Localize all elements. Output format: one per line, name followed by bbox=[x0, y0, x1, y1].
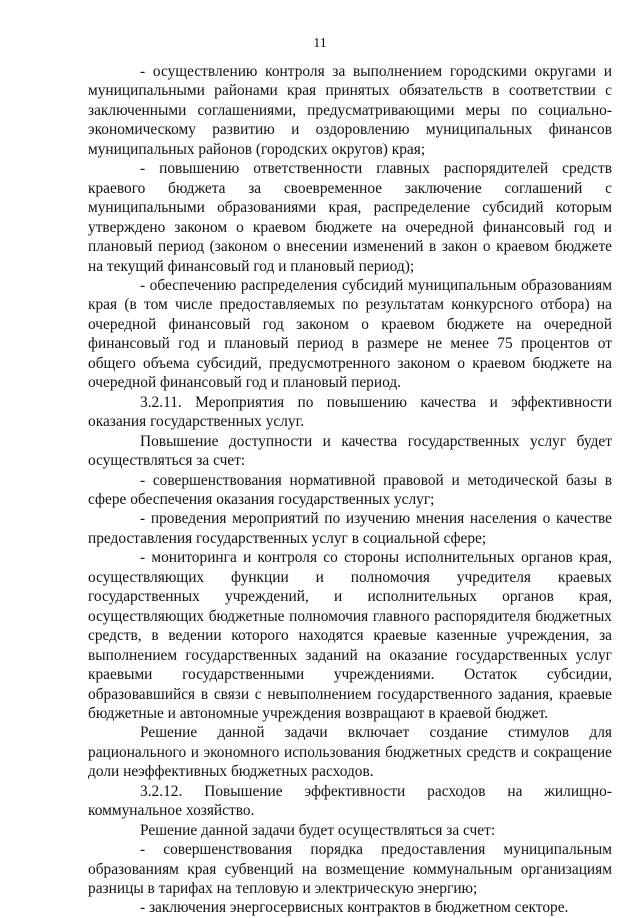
paragraph-energy-contracts: - заключения энергосервисных контрактов в бюджетном секторе. bbox=[140, 899, 569, 917]
page-number: 11 bbox=[313, 36, 327, 51]
paragraph-public-opinion: - проведения мероприятий по изучению мнения населения о качестве предоставления государственных услуг в социальной сфере; bbox=[88, 510, 612, 547]
paragraph-incentives: Решение данной задачи включает создание стимулов для рационального и экономного использования бюджетных средств и сокращение доли неэффективных бюджетных расходов. bbox=[88, 724, 612, 781]
paragraph-responsibility-agreements: - повышению ответственности главных распорядителей средств краевого бюджета за своевременное заключение соглашений с муниципальными образованиями края, распределение субсидий которым утверждено законом о краевом бюджете на очередной финансовый год и плановый период (законом о внесении изменений в закон о краевом бюджете на текущий финансовый год и плановый период); bbox=[88, 160, 612, 275]
document-body bbox=[88, 62, 612, 918]
section-heading-3-2-12: 3.2.12. Повышение эффективности расходов на жилищно-коммунальное хозяйство. bbox=[88, 782, 612, 820]
paragraph-subsidy-distribution: - обеспечению распределения субсидий муниципальным образованиям края (в том числе предоставляемых по результатам конкурсного отбора) на очередной финансовый год законом о краевом бюджете на очередной финансовый год и плановый период в размере не менее 75 процентов от общего объема субсидий, предусмотренного законом о краевом бюджете на очередной финансовый год и плановый период. bbox=[88, 276, 612, 392]
paragraph-accessibility-intro: Повышение доступности и качества государственных услуг будет осуществляться за счет: bbox=[88, 432, 612, 470]
paragraph-regulatory-base: - совершенствования нормативной правовой и методической базы в сфере обеспечения оказания государственных услуг; bbox=[88, 471, 612, 508]
paragraph-control-obligations: - осуществлению контроля за выполнением городскими округами и муниципальными районами края принятых обязательств в соответствии с заключенными соглашениями, предусматривающими меры по социально-экономическому развитию и оздоровлению муниципальных финансов муниципальных районов (городских округов) края; bbox=[88, 63, 612, 158]
paragraph-subventions: - совершенствования порядка предоставления муниципальным образованиям края субвенций на возмещение коммунальным организациям разницы в тарифах на тепловую и электрическую энергию; bbox=[88, 841, 612, 898]
section-heading-3-2-11: 3.2.11. Мероприятия по повышению качества и эффективности оказания государственных услуг. bbox=[88, 393, 612, 431]
paragraph-monitoring-control: - мониторинга и контроля со стороны исполнительных органов края, осуществляющих функции и полномочия учредителя краевых государственных учреждений, и исполнительных органов края, осуществляющих бюджетные полномочия главного распорядителя бюджетных средств, в ведении которого находятся краевые казенные учреждения, за выполнением государственных заданий на оказание государственных услуг краевыми государственными учреждениями. Остаток субсидии, образовавшийся в связи с невыполнением государственного задания, краевые бюджетные и автономные учреждения возвращают в краевой бюджет. bbox=[88, 549, 612, 722]
paragraph-housing-intro: Решение данной задачи будет осуществляться за счет: bbox=[140, 821, 496, 839]
